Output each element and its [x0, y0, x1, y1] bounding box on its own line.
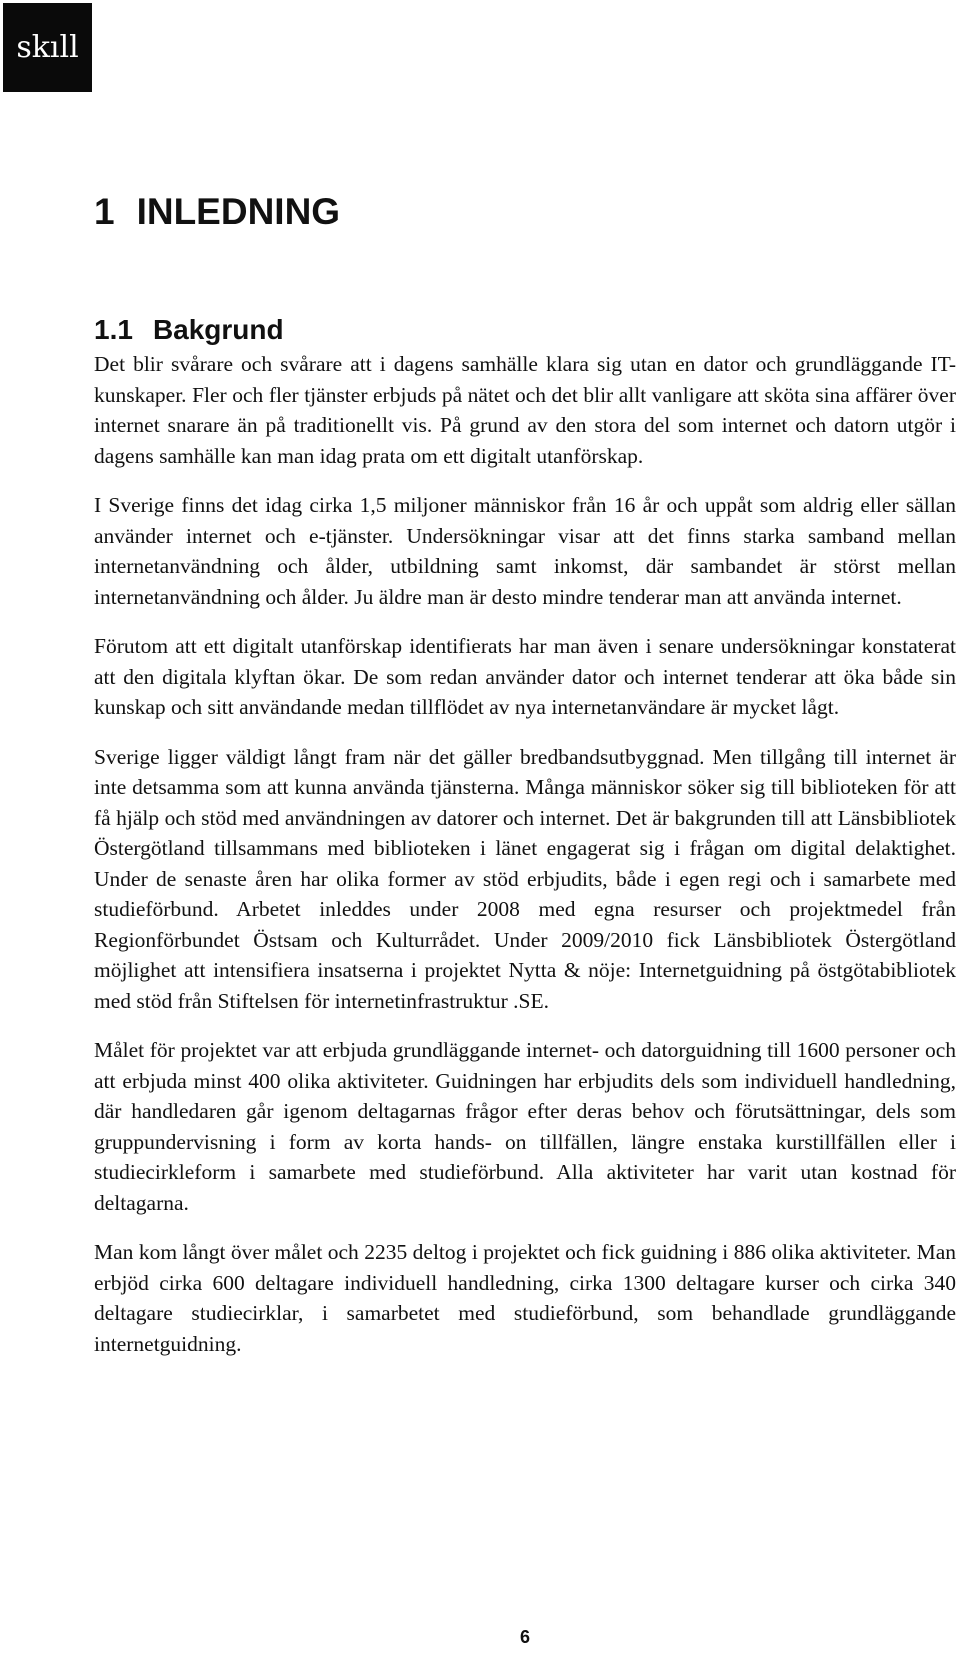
- page-number: 6: [519, 1627, 530, 1647]
- paragraph: Målet för projektet var att erbjuda grundläggande internet- och datorguidning till 1600 personer och att erbjuda minst 400 olika aktiviteter. Guidningen har erbjudits dels som individuell handledning, där handledaren går igenom deltagarnas frågor efter deras behov och förutsättningar, dels som gruppundervisning i form av korta hands- on tillfällen, längre enstaka kurstillfällen eller i studiecirkleform i samarbete med studieförbund. Alla aktiviteter har varit utan kostnad för deltagarna.: [94, 1038, 956, 1215]
- section-number: 1.1: [94, 314, 133, 345]
- section-title: Bakgrund: [152, 314, 284, 345]
- paragraph: Förutom att ett digitalt utanförskap identifierats har man även i senare undersökningar konstaterat att den digitala klyftan ökar. De som redan använder dator och internet tenderar att öka både sin kunskap och sitt användande medan tillflödet av nya internetanvändare är mycket lågt.: [94, 634, 956, 719]
- paragraph: Sverige ligger väldigt långt fram när det gäller bredbandsutbyggnad. Men tillgång till internet är inte detsamma som att kunna använda tjänsterna. Många människor söker sig till biblioteken för att få hjälp och stöd med användningen av datorer och internet. Det är bakgrunden till att Länsbibliotek Östergötland tillsammans med biblioteken i länet engagerat sig i frågan om digital delaktighet. Under de senaste åren har olika former av stöd erbjudits, både i egen regi och i samarbete med studieförbund. Arbetet inleddes under 2008 med egna resurser och projektmedel från Regionförbundet Östsam och Kulturrådet. Under 2009/2010 fick Länsbibliotek Östergötland möjlighet att intensifiera insatserna i projektet Nytta & nöje: Internetguidning på östgötabibliotek med stöd från Stiftelsen för internetinfrastruktur .SE.: [94, 744, 956, 1013]
- body-text: [94, 349, 956, 1378]
- paragraph: Man kom långt över målet och 2235 deltog i projektet och fick guidning i 886 olika aktiviteter. Man erbjöd cirka 600 deltagare individuell handledning, cirka 1300 deltagare kurser och cirka 340 deltagare studiecirklar, i samarbetet med studieförbund, som behandlade grundläggande internetguidning.: [94, 1240, 956, 1356]
- paragraph: I Sverige finns det idag cirka 1,5 miljoner människor från 16 år och uppåt som aldrig eller sällan använder internet och e-tjänster. Undersökningar visar att det finns starka samband mellan internetanvändning och ålder, utbildning samt inkomst, där sambandet är störst mellan internetanvändning och ålder. Ju äldre man är desto mindre tenderar man att använda internet.: [94, 493, 956, 609]
- paragraph: Det blir svårare och svårare att i dagens samhälle klara sig utan en dator och grundläggande IT-kunskaper. Fler och fler tjänster erbjuds på nätet och det blir allt vanligare att sköta sina affärer över internet snarare än på traditionellt vis. På grund av den stora del som internet och datorn utgör i dagens samhälle kan man idag prata om ett digitalt utanförskap.: [94, 352, 956, 468]
- skill-logo: [3, 3, 92, 92]
- logo-text: skıll: [16, 30, 79, 65]
- section-heading: [94, 313, 284, 347]
- chapter-heading: [94, 190, 340, 234]
- chapter-number: 1: [94, 191, 115, 232]
- chapter-title: INLEDNING: [136, 191, 341, 232]
